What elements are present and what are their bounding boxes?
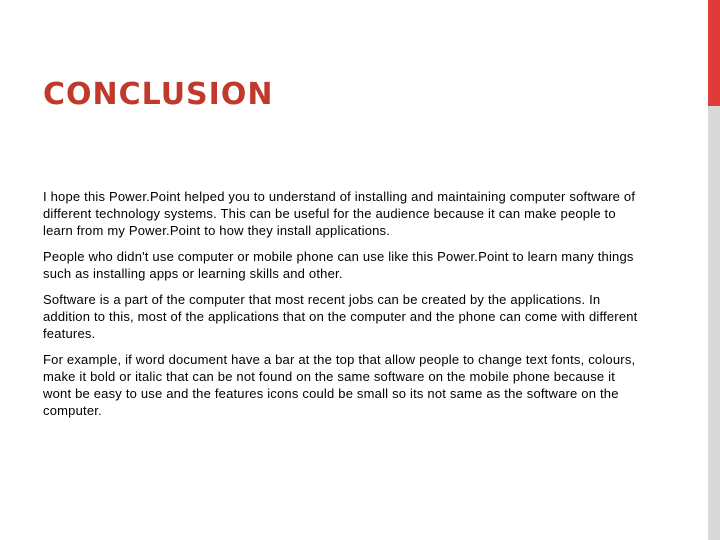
paragraph-3: Software is a part of the computer that most recent jobs can be created by the applications. In addition to this, most of the applications that on the computer and the phone can come with different features. — [43, 292, 638, 341]
slide-body — [43, 188, 643, 428]
paragraph-2: People who didn't use computer or mobile phone can use like this Power.Point to learn many things such as installing apps or learning skills and other. — [43, 249, 634, 281]
accent-bar-red — [708, 0, 720, 106]
slide-title: CONCLUSION — [43, 77, 274, 112]
paragraph-4: For example, if word document have a bar at the top that allow people to change text fonts, colours, make it bold or italic that can be not found on the same software on the mobile phone because it wont be easy to use and the features icons could be small so its not same as the software on the computer. — [43, 352, 636, 418]
paragraph-1: I hope this Power.Point helped you to understand of installing and maintaining computer software of different technology systems. This can be useful for the audience because it can make people to learn from my Power.Point to how they install applications. — [43, 189, 636, 238]
accent-bar-gray — [708, 106, 720, 540]
